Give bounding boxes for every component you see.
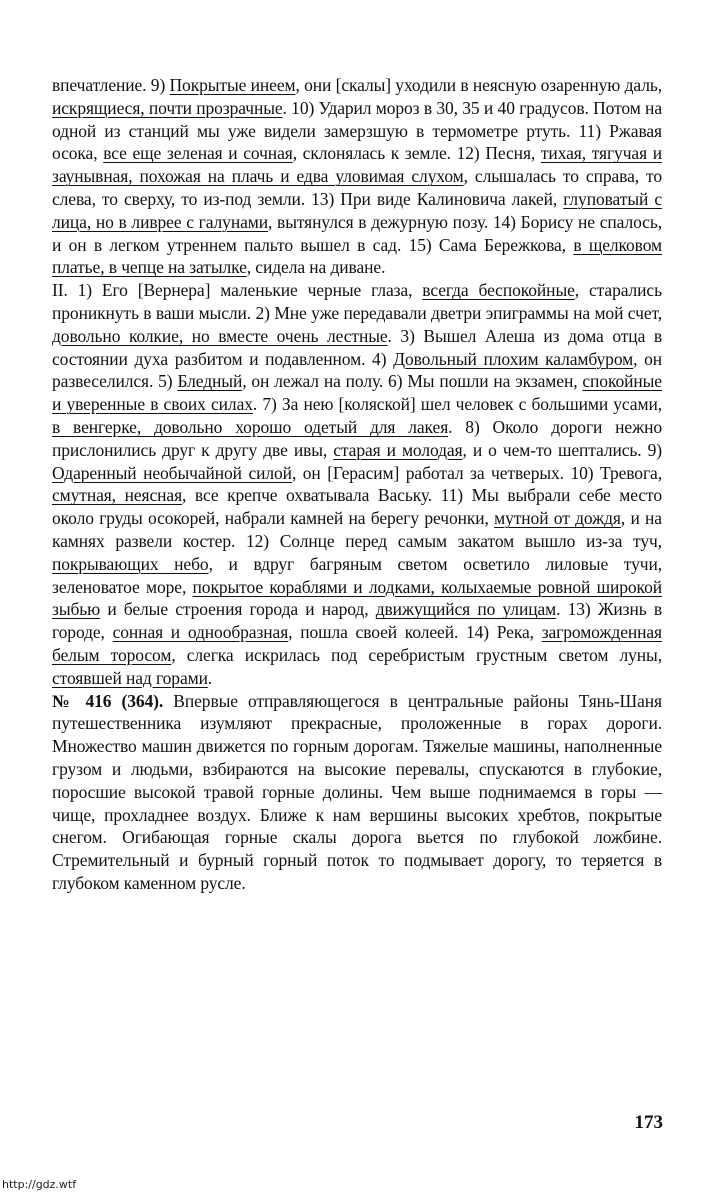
plain-text: . — [207, 667, 213, 688]
plain-text: , они [скалы] уходили в неясную озаренную даль, — [295, 75, 663, 95]
plain-text: , склонялась к земле. 12) Песня, — [292, 143, 541, 164]
watermark-url: http://gdz.wtf — [2, 1178, 77, 1191]
plain-text: , он лежал на полу. 6) Мы пошли на экзамен, — [242, 371, 583, 392]
plain-text: , вытянулся в дежурную позу. 14) Борису не спалось, и он в легком утреннем пальто вышел в сад. 15) Сама Бережкова, — [52, 211, 662, 255]
underlined-phrase: тихая, тягучая и заунывная, похожая на плачь и едва уловимая слухом — [52, 143, 662, 187]
plain-text: , сидела на диване. — [246, 257, 386, 278]
underlined-phrase: спокойные и уверенные в своих силах — [52, 371, 662, 415]
plain-text: и белые строения города и народ, — [100, 599, 376, 620]
plain-text: , слегка искрилась под серебристым грустным светом луны, — [171, 644, 662, 665]
plain-text: , все крепче охватывала Ваську. 11) Мы выбрали себе место около груды осокорей, набрали камней на берегу речонки, — [52, 485, 663, 529]
text-body — [52, 74, 662, 895]
underlined-phrase: искрящиеся, почти прозрачные — [52, 97, 283, 118]
underlined-phrase: загроможденная белым торосом — [52, 622, 663, 665]
plain-text: , и о чем-то шептались. 9) — [462, 439, 662, 460]
underlined-phrase: старая и молодая — [333, 439, 463, 460]
section-1-paragraph — [52, 74, 662, 279]
plain-text: II. 1) Его [Вернера] маленькие черные глаза, — [52, 280, 423, 301]
underlined-phrase: покрывающих небо — [52, 553, 209, 574]
plain-text: , он [Герасим] работал за четверых. 10) Тревога, — [291, 462, 662, 483]
underlined-phrase: Бледный — [177, 371, 243, 392]
page-number: 173 — [634, 1112, 663, 1133]
underlined-phrase: всегда беспокойные — [422, 280, 575, 301]
exercise-416-paragraph — [52, 690, 662, 895]
underlined-phrase: все еще зеленая и сочная — [103, 143, 293, 164]
underlined-phrase: в щелковом платье, в чепце на затылке — [52, 234, 662, 278]
underlined-phrase: сонная и однообразная — [112, 622, 289, 643]
plain-text: . 7) За нею [коляской] шел человек с большими усами, — [252, 394, 662, 415]
plain-text: . 3) Вышел Алеша из дома отца в состоянии духа разбитом и подавленном. 4) — [52, 325, 663, 369]
underlined-phrase: в венгерке, довольно хорошо одетый для лакея — [52, 416, 449, 437]
underlined-phrase: смутная, неясная — [52, 485, 183, 506]
underlined-phrase: Одаренный необычайной силой — [52, 462, 292, 483]
underlined-phrase: стоявшей над горами — [52, 667, 208, 688]
plain-text: , пошла своей колеей. 14) Река, — [288, 622, 542, 643]
exercise-text: Впервые отправляющегося в центральные районы Тянь-Шаня путешественника изумляют прекрасные, проложенные в горах дороги. Множество машин движется по горным дорогам. Тяжелые машины, наполненные грузом и людьми, взбираются на высокие перевалы, спускаются в глубокие, поросшие высокой травой горные долины. Чем выше поднимаемся в горы — чище, прохладнее воздух. Ближе к нам вершины высоких хребтов, покрытые снегом. Огибающая горные скалы дорога вьется по глубокой ложбине. Стремительный и бурный горный поток то подмывает дорогу, то теряется в глубоком каменном русле. — [52, 690, 662, 893]
plain-text: , и на камнях развели костер. 12) Солнце перед самым закатом вышло из-за туч, — [52, 508, 662, 551]
plain-text: . 13) Жизнь в городе, — [52, 599, 662, 643]
underlined-phrase: Покрытые инеем — [169, 75, 296, 95]
underlined-phrase: глуповатый с лица, но в ливрее с галунами — [52, 188, 662, 232]
plain-text: , и вдруг багряным светом осветило лиловые тучи, зеленоватое море, — [52, 553, 662, 597]
plain-text: . 10) Ударил мороз в 30, 35 и 40 градусов. Потом на одной из станций мы уже видели замерзшую в термометре ртуть. 11) Ржавая осока, — [52, 97, 662, 164]
section-2-paragraph — [52, 279, 662, 689]
exercise-number: № 416 (364). — [52, 690, 164, 711]
plain-text: . 8) Около дороги нежно прислонились друг к другу две ивы, — [52, 416, 662, 460]
underlined-phrase: покрытое кораблями и лодками, колыхаемые ровной широкой зыбью — [52, 576, 662, 620]
underlined-phrase: движущийся по улицам — [375, 599, 557, 620]
plain-text: , старались проникнуть в ваши мысли. 2) Мне уже передавали дветри эпиграммы на мой счет, — [52, 280, 662, 323]
plain-text: впечатление. 9) — [52, 75, 170, 95]
underlined-phrase: довольно колкие, но вместе очень лестные — [52, 325, 388, 346]
underlined-phrase: Довольный плохим каламбуром — [393, 348, 634, 369]
underlined-phrase: мутной от дождя — [494, 508, 621, 529]
plain-text: , слышалась то справа, то слева, то сверху, то из-под земли. 13) При виде Калиновича лакей, — [52, 166, 663, 209]
plain-text: , он развеселился. 5) — [52, 348, 663, 392]
